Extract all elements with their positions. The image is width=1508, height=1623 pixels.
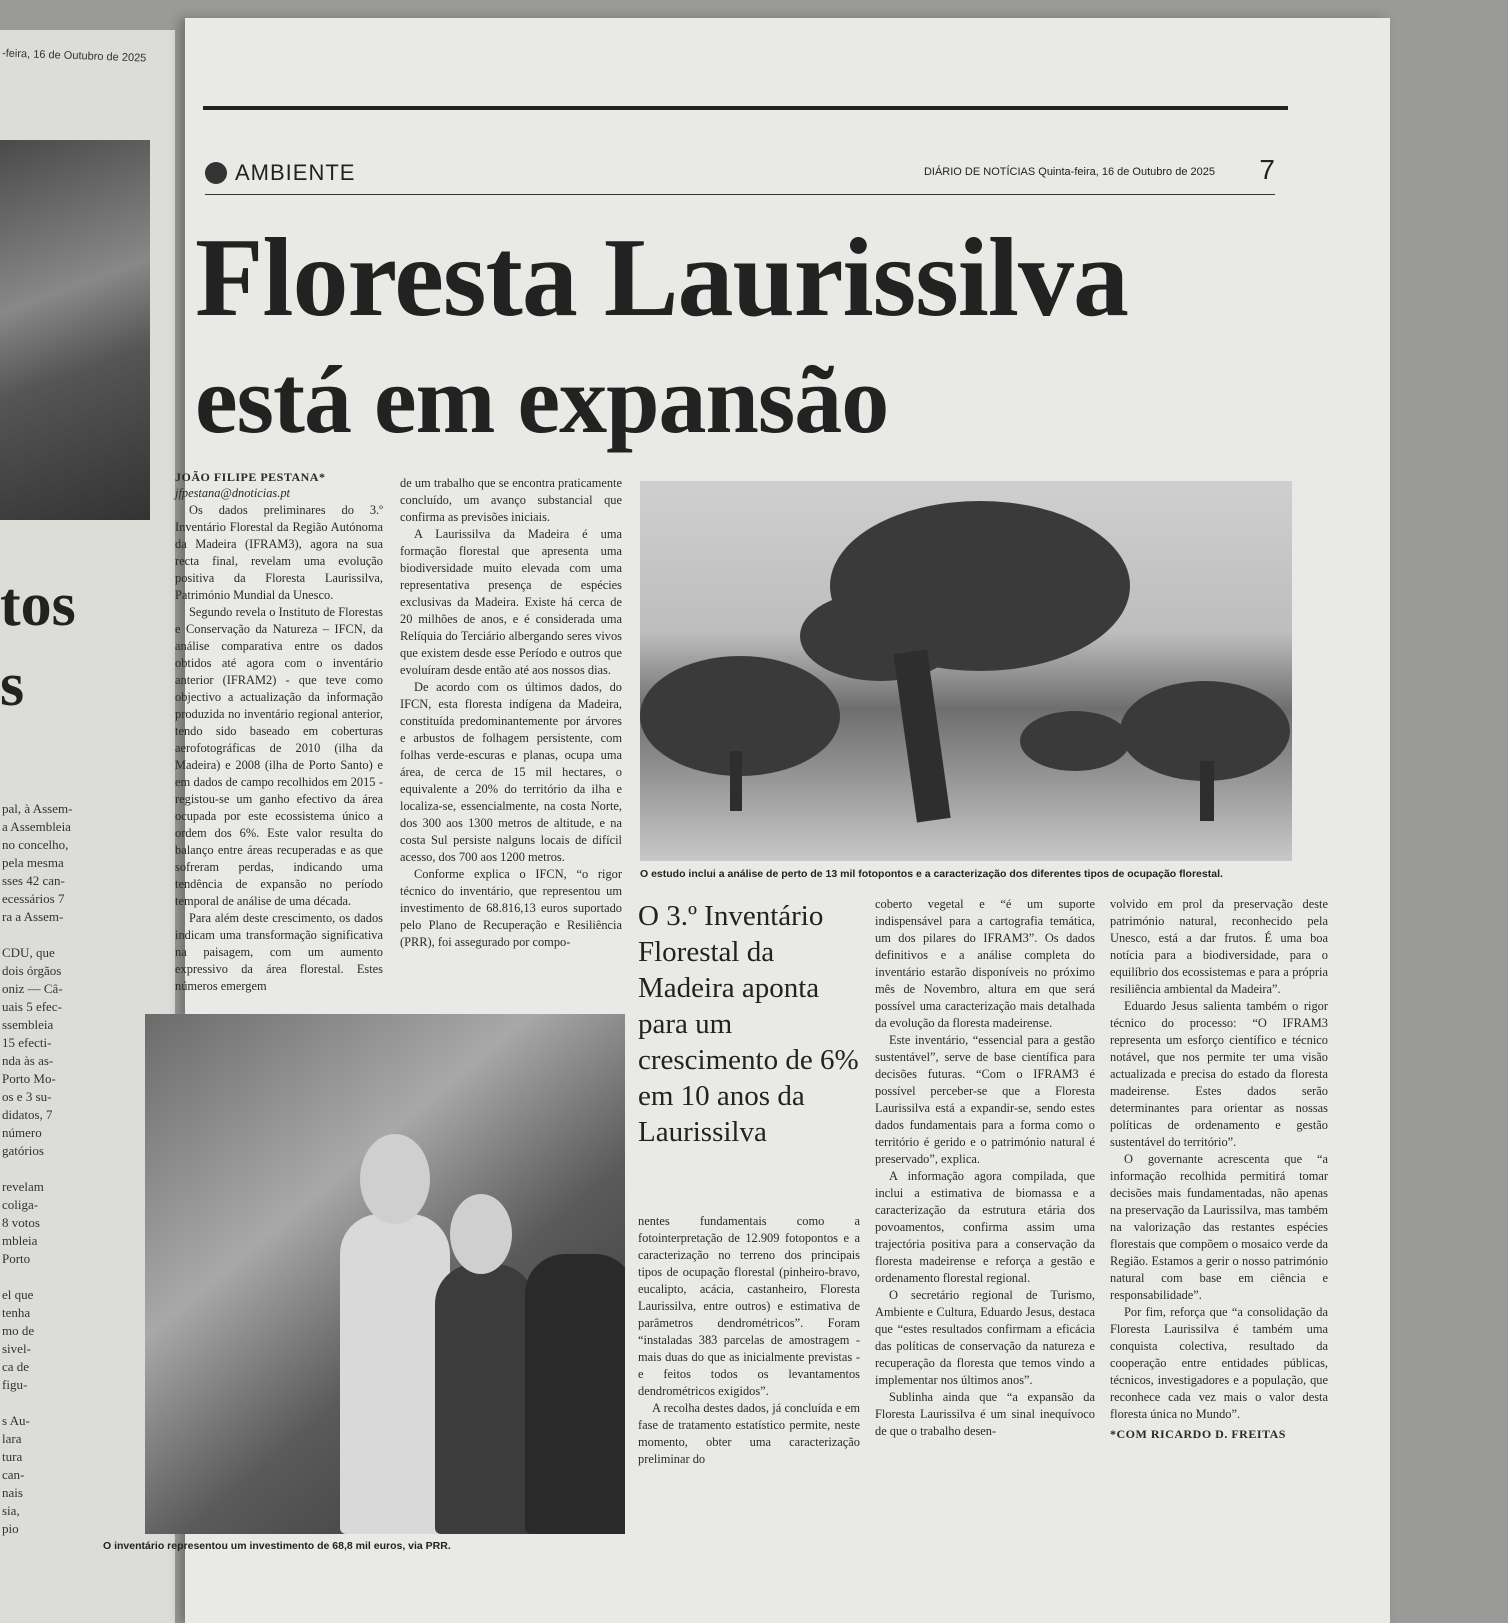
article-column-2 xyxy=(400,475,622,951)
trees-photo-caption: O estudo inclui a análise de perto de 13 mil fotopontos e a caracterização dos diferentes tipos de ocupação florestal. xyxy=(640,868,1223,880)
officials-in-forest-photo xyxy=(145,1014,625,1534)
top-rule xyxy=(203,106,1288,110)
left-column-line: nais xyxy=(2,1485,23,1500)
left-column-line xyxy=(2,1268,122,1286)
left-column-line: lara xyxy=(2,1431,22,1446)
byline-email: jfpestana@dnoticias.pt xyxy=(175,486,290,500)
paragraph: de um trabalho que se encontra praticamente concluído, um avanço substancial que confirma as previsões iniciais. xyxy=(400,476,622,524)
left-column-line: ssembleia xyxy=(2,1017,54,1032)
paragraph: Conforme explica o IFCN, “o rigor técnico do inventário, que representou um investimento de 68.816,13 euros suportado pelo Plano de Recuperação e Resiliência (PRR), foi assegurado por compo- xyxy=(400,867,622,949)
paragraph: nentes fundamentais como a fotointerpretação de 12.909 fotopontos e a caracterização no terreno dos principais tipos de ocupação florestal (pinheiro-bravo, eucalipto, acácia, castanheiro, Floresta Laurissilva, entre outros) e estimativa de parâmetros dendrométricos”. Foram “instaladas 383 parcelas de amostragem - mais duas do que as inicialmente previstas - e feitos todos os levantamentos dendrométricos exigidos”. xyxy=(638,1214,860,1398)
left-column-line: dois órgãos xyxy=(2,963,62,978)
left-column-line: a Assembleia xyxy=(2,819,71,834)
laurissilva-trees-photo xyxy=(640,481,1292,861)
paragraph: Os dados preliminares do 3.º Inventário Florestal da Região Autónoma da Madeira (IFRAM3), agora na sua recta final, revelam uma evolução positiva da Floresta Laurissilva, Património Mundial da Unesco. xyxy=(175,503,383,602)
left-column-line: pio xyxy=(2,1521,19,1536)
left-column-line: s Au- xyxy=(2,1413,30,1428)
paragraph: A recolha destes dados, já concluída e em fase de tratamento estatístico permite, neste momento, obter uma caracterização preliminar do xyxy=(638,1401,860,1466)
left-page-headline-fragment-1: tos xyxy=(0,571,76,639)
paragraph: Eduardo Jesus salienta também o rigor técnico do processo: “O IFRAM3 representa um esforço científico e técnico notável, que nos permite ter uma visão actualizada e precisa do estado da floresta madeirense. Estes dados serão determinantes para orientar as nossas políticas de ordenamento e gestão sustentável do território”. xyxy=(1110,999,1328,1149)
people-photo-caption: O inventário representou um investimento de 68,8 mil euros, via PRR. xyxy=(103,1540,451,1552)
paragraph: O secretário regional de Turismo, Ambiente e Cultura, Eduardo Jesus, destaca que “estes resultados confirmam a eficácia das políticas de conservação da natureza e recuperação da floresta que temos vindo a implementar nos últimos anos”. xyxy=(875,1288,1095,1387)
masthead: DIÁRIO DE NOTÍCIAS Quinta-feira, 16 de Outubro de 2025 xyxy=(923,166,1215,178)
left-column-line: Porto Mo- xyxy=(2,1071,56,1086)
left-column-line xyxy=(2,926,122,944)
left-column-line: can- xyxy=(2,1467,25,1482)
paragraph: A Laurissilva da Madeira é uma formação florestal que apresenta uma biodiversidade muito elevada com uma representativa presença de espécies exclusivas da Madeira. Existe há cerca de 20 milhões de anos, e é considerada uma Relíquia do Terciário albergando seres vivos que existem desde esse Período e outros que evoluíram desde então até aos nossos dias. xyxy=(400,527,622,677)
paragraph: Para além deste crescimento, os dados indicam uma transformação significativa na paisagem, com um aumento expressivo da área florestal. Estes números emergem xyxy=(175,911,383,993)
left-column-line xyxy=(2,1160,122,1178)
byline-author: JOÃO FILIPE PESTANA* xyxy=(175,470,326,484)
left-column-line: CDU, que xyxy=(2,945,55,960)
left-column-line: sses 42 can- xyxy=(2,873,65,888)
left-column-line: didatos, 7 xyxy=(2,1107,53,1122)
left-page-date: -feira, 16 de Outubro de 2025 xyxy=(1,47,147,65)
page-number: 7 xyxy=(1259,154,1275,185)
paragraph: coberto vegetal e “é um suporte indispensável para a cartografia temática, um dos pilares do IFRAM3”. Os dados definitivos e a análise completa do inventário estarão disponíveis no próximo mês de Novembro, altura em que será possível uma caracterização mais detalhada da evolução da floresta madeirense. xyxy=(875,897,1095,1030)
left-column-line: no concelho, xyxy=(2,837,69,852)
article-column-5 xyxy=(1110,896,1328,1442)
left-column-line: figu- xyxy=(2,1377,28,1392)
left-column-line: uais 5 efec- xyxy=(2,999,62,1014)
left-column-line: ca de xyxy=(2,1359,30,1374)
left-column-line: Porto xyxy=(2,1251,31,1266)
left-column-line: coliga- xyxy=(2,1197,39,1212)
paragraph: Sublinha ainda que “a expansão da Floresta Laurissilva é um sinal inequívoco de que o trabalho desen- xyxy=(875,1390,1095,1438)
left-column-line: mo de xyxy=(2,1323,35,1338)
paragraph: De acordo com os últimos dados, do IFCN, esta floresta indígena da Madeira, constituída predominantemente por árvores e arbustos de folhagem persistente, com folhas verde-escuras e planas, ocupa uma área, de cerca de 15 mil hectares, o equivalente a 20% do território da ilha e localiza-se, essencialmente, na costa Norte, dos 300 aos 1300 metros de altitude, e na costa Sul persiste nalguns locais de difícil acesso, dos 700 aos 1200 metros. xyxy=(400,680,622,864)
pull-quote: O 3.º Inventário Florestal da Madeira aponta para um crescimento de 6% em 10 anos da Laurissilva xyxy=(638,900,859,1148)
left-column-line: gatórios xyxy=(2,1143,44,1158)
left-column-line: nda às as- xyxy=(2,1053,54,1068)
article-column-4 xyxy=(875,896,1095,1440)
article-column-1 xyxy=(175,470,383,995)
headline-line-1: Floresta Laurissilva xyxy=(195,216,1129,340)
left-column-line: el que xyxy=(2,1287,34,1302)
left-column-line: sivel- xyxy=(2,1341,31,1356)
left-column-line: ecessários 7 xyxy=(2,891,65,906)
paragraph: O governante acrescenta que “a informação recolhida permitirá tomar decisões mais fundamentadas, não apenas na preservação da Laurissilva, mas também na valorização das restantes espécies florestais que compõem o mosaico verde da Região. Estamos a gerir o nosso património natural com base em ciência e responsabilidade”. xyxy=(1110,1152,1328,1302)
page-header xyxy=(205,154,1275,194)
left-column-line: número xyxy=(2,1125,42,1140)
left-column-line: sia, xyxy=(2,1503,20,1518)
headline-line-2: está em expansão xyxy=(195,346,889,453)
left-column-line: ra a Assem- xyxy=(2,909,64,924)
paragraph: Segundo revela o Instituto de Florestas e Conservação da Natureza – IFCN, da análise comparativa entre os dados obtidos até agora com o inventário anterior (IFRAM2) - que teve como objectivo a actualização da informação produzida no inventário regional anterior, tendo sido baseado em coberturas aerofotográficas de 2010 (ilha da Madeira) e 2008 (ilha de Porto Santo) e em dados de campo recolhidos em 2015 - registou-se um ganho efectivo da área ocupada por este ecossistema único a ordem dos 6%. Este valor resulta do balanço entre áreas recuperadas e as que sofreram perdas, indicando uma tendência de expansão no período temporal de análise de uma década. xyxy=(175,605,383,908)
paragraph: A informação agora compilada, que inclui a estimativa de biomassa e a caracterização da estrutura etária dos povoamentos, confirma assim uma trajectória positiva para a conservação da floresta madeirense e reforça a gestão e ordenamento florestal regional. xyxy=(875,1169,1095,1285)
left-page-photo xyxy=(0,140,150,520)
left-column-line: revelam xyxy=(2,1179,44,1194)
paragraph: volvido em prol da preservação deste património natural, reconhecido pela Unesco, está a dar frutos. É uma boa notícia para a biodiversidade, para o equilíbrio dos ecossistemas e para a própria resiliência ambiental da Madeira”. xyxy=(1110,897,1328,996)
paragraph: Este inventário, “essencial para a gestão sustentável”, serve de base científica para decisões futuras. “Com o IFRAM3 é possível perceber-se que a Floresta Laurissilva está a expandir-se, sendo estes dados fundamentais para a forma como o território é gerido e o património natural é preservado”, explica. xyxy=(875,1033,1095,1166)
section-name: AMBIENTE xyxy=(235,160,356,185)
left-column-line xyxy=(2,1394,122,1412)
section-label xyxy=(205,160,355,186)
left-column-line: 15 efecti- xyxy=(2,1035,52,1050)
header-rule xyxy=(205,194,1275,195)
left-column-line: pela mesma xyxy=(2,855,64,870)
left-page-column xyxy=(2,800,122,1538)
left-column-line: mbleia xyxy=(2,1233,38,1248)
paragraph: Por fim, reforça que “a consolidação da Floresta Laurissilva é também uma conquista colectiva, resultado da cooperação entre entidades públicas, técnicos, investigadores e a população, que reconhece cada vez mais o valor desta floresta única no Mundo”. xyxy=(1110,1305,1328,1421)
section-dot-icon xyxy=(205,162,227,184)
left-page-headline-fragment-2: s xyxy=(0,651,25,719)
article-column-3 xyxy=(638,1213,860,1468)
article-credit: *COM RICARDO D. FREITAS xyxy=(1110,1427,1286,1441)
left-column-line: tenha xyxy=(2,1305,31,1320)
left-column-line: pal, à Assem- xyxy=(2,801,73,816)
left-column-line: 8 votos xyxy=(2,1215,40,1230)
left-column-line: os e 3 su- xyxy=(2,1089,52,1104)
left-column-line: oniz — Câ- xyxy=(2,981,63,996)
newspaper-page xyxy=(103,18,1390,1623)
left-column-line: tura xyxy=(2,1449,23,1464)
